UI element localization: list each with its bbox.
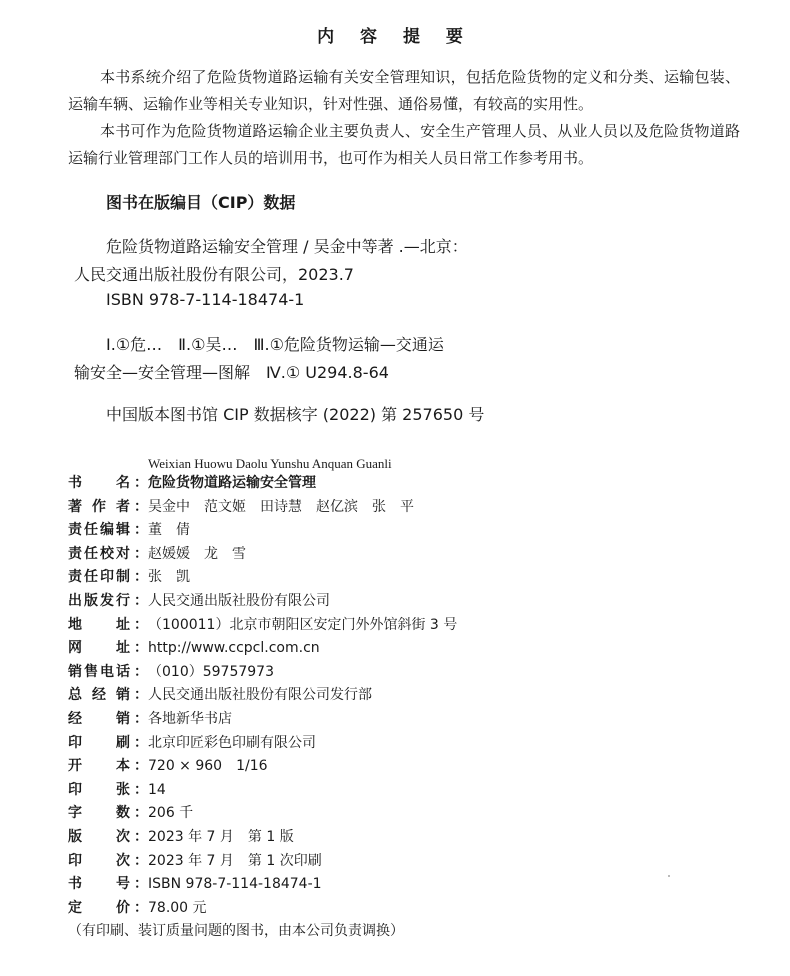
info-value: 78.00 元 xyxy=(148,899,207,916)
info-row xyxy=(68,496,748,520)
info-label-text: 网 址 xyxy=(68,640,130,657)
info-row xyxy=(68,802,748,826)
info-label-text: 开 本 xyxy=(68,758,130,775)
info-label: 印 张 ： xyxy=(68,779,148,803)
info-label: 责 任 印 制 ： xyxy=(68,566,148,590)
info-row xyxy=(68,566,748,590)
info-value: 2023 年 7 月 第 1 次印刷 xyxy=(148,852,322,869)
info-label: 著 作 者 ： xyxy=(68,496,148,520)
info-row xyxy=(68,755,748,779)
info-label-text: 印 张 xyxy=(68,781,130,798)
pinyin-title: Weixian Huowu Daolu Yunshu Anquan Guanli xyxy=(148,456,392,471)
cip-record-number: 中国版本图书馆 CIP 数据核字 (2022) 第 257650 号 xyxy=(106,405,485,424)
info-value: 2023 年 7 月 第 1 版 xyxy=(148,828,294,845)
info-label-text: 销 售 电 话 xyxy=(68,663,130,680)
info-row xyxy=(68,543,748,567)
info-label: 字 数 ： xyxy=(68,802,148,826)
info-label: 责 任 校 对 ： xyxy=(68,543,148,567)
info-label: 书 号 ： xyxy=(68,873,148,897)
publication-info-list xyxy=(68,472,748,920)
info-label: 定 价 ： xyxy=(68,897,148,921)
info-value: 吴金中 范文姬 田诗慧 赵亿滨 张 平 xyxy=(148,498,414,515)
info-label: 地 址 ： xyxy=(68,614,148,638)
info-value: 北京印匠彩色印刷有限公司 xyxy=(148,734,316,751)
info-value: 人民交通出版社股份有限公司发行部 xyxy=(148,687,372,704)
info-label-text: 责 任 校 对 xyxy=(68,545,130,562)
info-value: 张 凯 xyxy=(148,569,190,586)
info-value: 危险货物道路运输安全管理 xyxy=(148,475,316,491)
info-value: 各地新华书店 xyxy=(148,710,232,727)
summary-paragraph-1: 本书系统介绍了危险货物道路运输有关安全管理知识，包括危险货物的定义和分类、运输包装、运输车辆、运输作业等相关专业知识，针对性强、通俗易懂，有较高的实用性。 xyxy=(68,68,740,113)
info-value: 206 千 xyxy=(148,805,194,822)
info-label: 书 名 ： xyxy=(68,472,148,496)
info-row xyxy=(68,873,748,897)
info-label: 网 址 ： xyxy=(68,637,148,661)
info-value: 董 倩 xyxy=(148,522,190,539)
info-row xyxy=(68,897,748,921)
info-label-text: 书 名 xyxy=(68,475,130,491)
info-label-text: 版 次 xyxy=(68,828,130,845)
info-label: 经 销 ： xyxy=(68,708,148,732)
cip-classification-line: 输安全—安全管理—图解 Ⅳ.① U294.8-64 xyxy=(74,363,389,382)
info-label-text: 字 数 xyxy=(68,805,130,822)
info-label-text: 印 次 xyxy=(68,852,130,869)
info-row xyxy=(68,850,748,874)
info-row xyxy=(68,590,748,614)
info-row xyxy=(68,614,748,638)
info-label: 版 次 ： xyxy=(68,826,148,850)
info-label-text: 书 号 xyxy=(68,876,130,893)
info-label-text: 著 作 者 xyxy=(68,498,130,515)
info-label-text: 地 址 xyxy=(68,616,130,633)
info-row xyxy=(68,519,748,543)
scan-speck xyxy=(668,875,670,877)
info-label-text: 责 任 编 辑 xyxy=(68,522,130,539)
info-value: （100011）北京市朝阳区安定门外外馆斜街 3 号 xyxy=(148,616,458,633)
info-label: 销 售 电 话 ： xyxy=(68,661,148,685)
info-row xyxy=(68,732,748,756)
info-label: 印 次 ： xyxy=(68,850,148,874)
info-value: 720 × 960 1/16 xyxy=(148,758,268,775)
info-row xyxy=(68,637,748,661)
info-label-text: 印 刷 xyxy=(68,734,130,751)
info-row xyxy=(68,661,748,685)
info-value: 人民交通出版社股份有限公司 xyxy=(148,592,330,609)
cip-heading: 图书在版编目（CIP）数据 xyxy=(106,193,296,212)
cip-line: 人民交通出版社股份有限公司，2023.7 xyxy=(74,265,354,284)
info-label: 印 刷 ： xyxy=(68,732,148,756)
summary-title: 内 容 提 要 xyxy=(317,27,473,47)
summary-paragraph-2: 本书可作为危险货物道路运输企业主要负责人、安全生产管理人员、从业人员以及危险货物道路运输行业管理部门工作人员的培训用书，也可作为相关人员日常工作参考用书。 xyxy=(68,122,740,167)
info-row xyxy=(68,684,748,708)
cip-line: 危险货物道路运输安全管理 / 吴金中等著 .—北京： xyxy=(106,237,468,256)
info-value: （010）59757973 xyxy=(148,663,274,680)
info-label-text: 总 经 销 xyxy=(68,687,130,704)
info-row xyxy=(68,826,748,850)
cip-classification-line: Ⅰ.①危… Ⅱ.①吴… Ⅲ.①危险货物运输—交通运 xyxy=(106,335,444,354)
info-value: 14 xyxy=(148,781,166,798)
info-value: http://www.ccpcl.com.cn xyxy=(148,640,320,657)
info-label: 责 任 编 辑 ： xyxy=(68,519,148,543)
info-label-text: 责 任 印 制 xyxy=(68,569,130,586)
info-row xyxy=(68,708,748,732)
info-row xyxy=(68,472,748,496)
info-value: 赵媛媛 龙 雪 xyxy=(148,545,246,562)
info-label: 总 经 销 ： xyxy=(68,684,148,708)
info-label-text: 经 销 xyxy=(68,710,130,727)
quality-note: （有印刷、装订质量问题的图书，由本公司负责调换） xyxy=(68,923,404,939)
info-label-text: 定 价 xyxy=(68,899,130,916)
info-label-text: 出 版 发 行 xyxy=(68,592,130,609)
cip-isbn-line: ISBN 978-7-114-18474-1 xyxy=(106,290,305,309)
info-label: 开 本 ： xyxy=(68,755,148,779)
info-label: 出 版 发 行 ： xyxy=(68,590,148,614)
info-value: ISBN 978-7-114-18474-1 xyxy=(148,876,322,893)
info-row xyxy=(68,779,748,803)
